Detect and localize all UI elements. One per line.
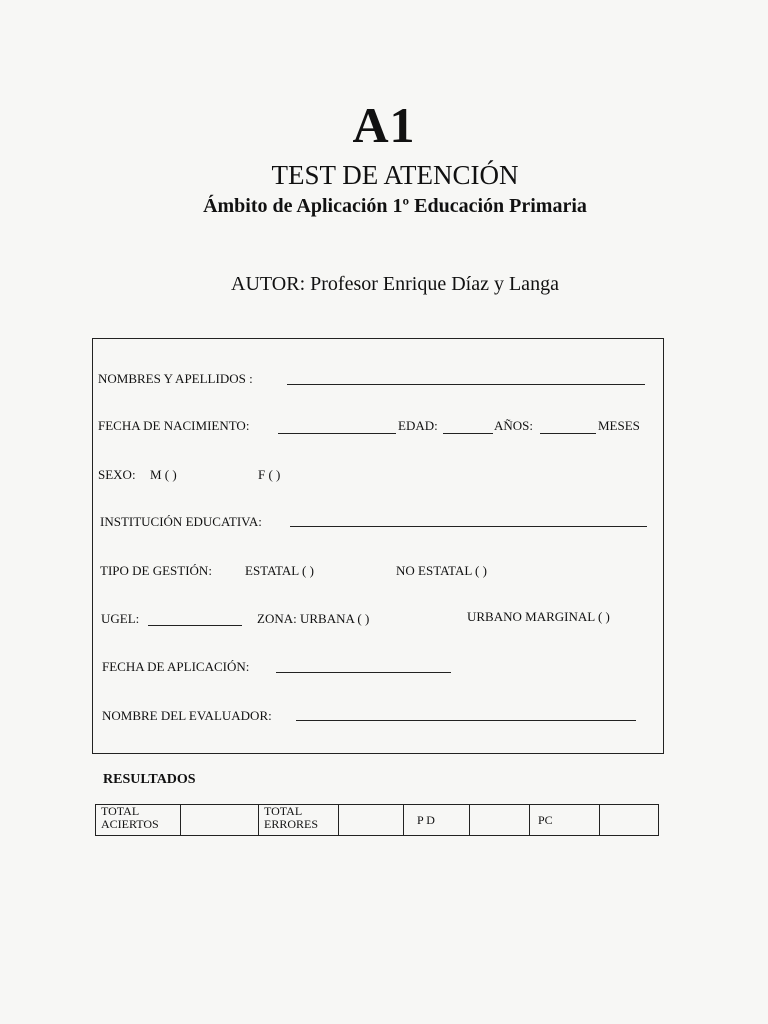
total-errors-line2: ERRORES <box>264 817 319 831</box>
sex-female-option[interactable]: F ( ) <box>258 467 281 482</box>
pd-label: P D <box>417 812 435 827</box>
institution-field[interactable] <box>290 526 647 527</box>
pc-value[interactable] <box>600 805 655 835</box>
ugel-label: UGEL: <box>101 611 140 626</box>
sex-male-option[interactable]: M ( ) <box>150 467 177 482</box>
evaluator-label: NOMBRE DEL EVALUADOR: <box>102 708 272 723</box>
application-date-label: FECHA DE APLICACIÓN: <box>102 659 250 674</box>
author-name: Profesor Enrique Díaz y Langa <box>310 273 559 295</box>
total-correct-value[interactable] <box>181 805 259 835</box>
names-label: NOMBRES Y APELLIDOS : <box>98 371 253 386</box>
total-errors-header <box>259 805 339 835</box>
pc-label: PC <box>538 812 553 827</box>
years-label: AÑOS: <box>494 418 534 433</box>
test-code: A1 <box>352 97 416 153</box>
age-years-field[interactable] <box>443 433 493 434</box>
ugel-field[interactable] <box>148 625 242 626</box>
urban-option[interactable]: ZONA: URBANA ( ) <box>257 611 370 626</box>
names-field[interactable] <box>287 384 645 385</box>
test-title: TEST DE ATENCIÓN <box>271 160 519 190</box>
application-date-field[interactable] <box>276 672 451 673</box>
author-label: AUTOR: <box>231 273 306 295</box>
institution-label: INSTITUCIÓN EDUCATIVA: <box>100 514 262 529</box>
marginal-option[interactable]: URBANO MARGINAL ( ) <box>467 609 610 624</box>
total-correct-line1: TOTAL <box>101 804 140 818</box>
evaluator-field[interactable] <box>296 720 636 721</box>
birth-date-label: FECHA DE NACIMIENTO: <box>98 418 250 433</box>
sex-label: SEXO: <box>98 467 136 482</box>
age-label: EDAD: <box>398 418 438 433</box>
total-errors-value[interactable] <box>339 805 404 835</box>
total-errors-line1: TOTAL <box>264 804 303 818</box>
test-subtitle: Ámbito de Aplicación 1º Educación Primaria <box>203 195 587 217</box>
pd-header <box>404 805 470 835</box>
pc-header <box>530 805 600 835</box>
state-option[interactable]: ESTATAL ( ) <box>245 563 314 578</box>
age-months-field[interactable] <box>540 433 596 434</box>
total-correct-header <box>96 805 181 835</box>
author-line <box>0 273 768 296</box>
months-label: MESES <box>598 418 640 433</box>
results-table <box>95 804 659 836</box>
non-state-option[interactable]: NO ESTATAL ( ) <box>396 563 487 578</box>
pd-value[interactable] <box>470 805 530 835</box>
student-data-form <box>92 338 664 754</box>
management-label: TIPO DE GESTIÓN: <box>100 563 212 578</box>
results-label: RESULTADOS <box>103 772 196 787</box>
total-correct-line2: ACIERTOS <box>101 817 159 831</box>
birth-date-field[interactable] <box>278 433 396 434</box>
